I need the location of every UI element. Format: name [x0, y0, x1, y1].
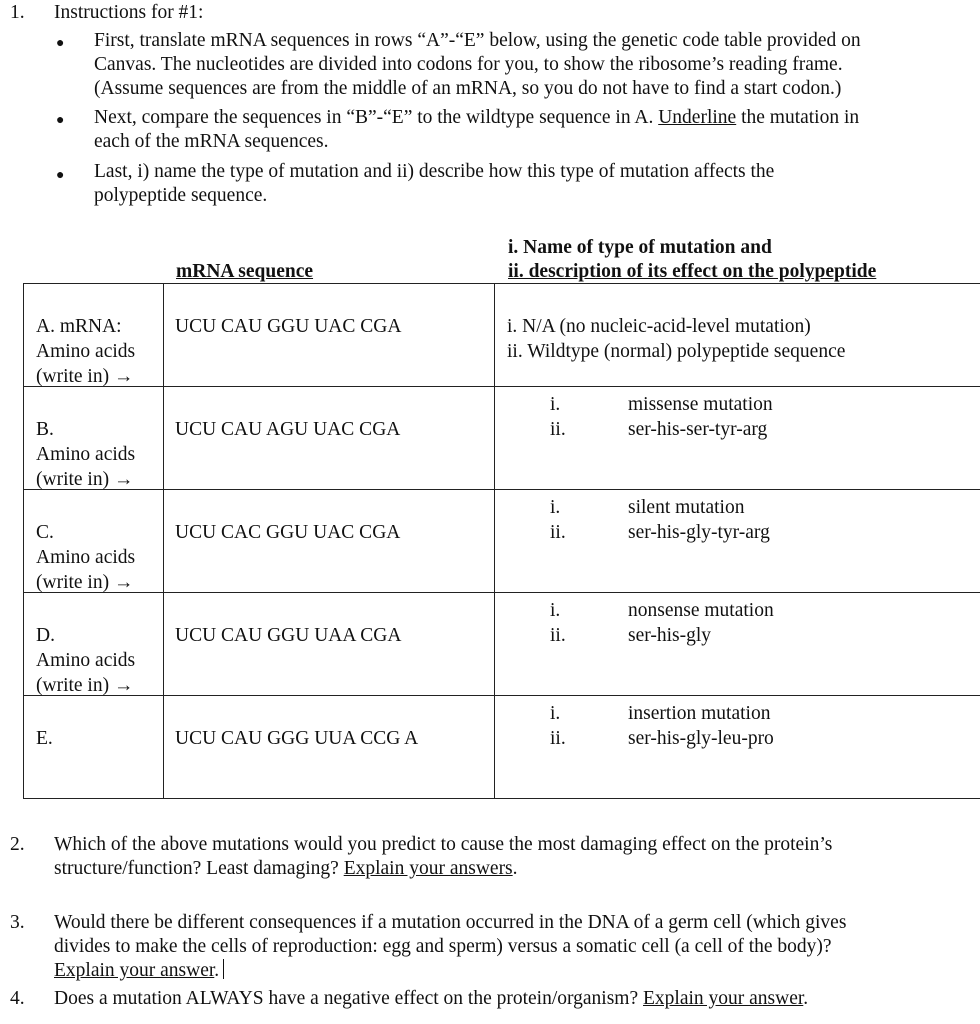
- table-row: [24, 387, 980, 490]
- mutation-name[interactable]: silent mutation: [628, 497, 745, 518]
- table-row: [24, 284, 980, 387]
- q1-number: 1.: [10, 2, 25, 23]
- q1-bullet1-line1: First, translate mRNA sequences in rows “A”-“E” below, using the genetic code table provided on: [94, 30, 861, 51]
- table-row: [24, 490, 980, 593]
- header-mutation-effect: ii. description of its effect on the polypeptide: [508, 261, 877, 282]
- mrna-sequence: UCU CAU GGG UUA CCG A: [175, 728, 419, 749]
- header-mutation-name: i. Name of type of mutation and: [508, 237, 772, 258]
- table-row: [24, 593, 980, 696]
- q3-line1: Would there be different consequences if a mutation occurred in the DNA of a germ cell (which gives: [54, 912, 847, 933]
- q1-bullet3-line2: polypeptide sequence.: [94, 185, 268, 206]
- amino-acids-label: Amino acids: [36, 341, 136, 362]
- text-cursor: [223, 959, 224, 979]
- item-i-marker: i.: [550, 600, 561, 621]
- write-in-prompt: (write in) →: [36, 469, 134, 490]
- header-mrna-sequence: mRNA sequence: [176, 261, 314, 282]
- q4-text: Does a mutation ALWAYS have a negative effect on the protein/organism? Explain your answer.: [54, 988, 809, 1009]
- amino-acids-label: Amino acids: [36, 444, 136, 465]
- row-label: D.: [36, 625, 55, 646]
- item-ii-marker: ii.: [550, 625, 566, 646]
- mutation-effect[interactable]: ser-his-gly-leu-pro: [628, 728, 774, 749]
- q1-bullet2-line2: each of the mRNA sequences.: [94, 131, 329, 152]
- mutation-name[interactable]: nonsense mutation: [628, 600, 774, 621]
- write-in-prompt: (write in) →: [36, 366, 134, 387]
- mutation-name[interactable]: insertion mutation: [628, 703, 771, 724]
- mrna-sequence: UCU CAU AGU UAC CGA: [175, 419, 401, 440]
- bullet-icon: ●: [56, 168, 65, 183]
- q1-bullet1-line3: (Assume sequences are from the middle of an mRNA, so you do not have to find a start codon.): [94, 78, 842, 99]
- q2-line2: structure/function? Least damaging? Explain your answers.: [54, 858, 518, 879]
- mutation-effect[interactable]: ii. Wildtype (normal) polypeptide sequence: [507, 341, 846, 362]
- bullet-icon: ●: [56, 113, 65, 128]
- bullet-icon: ●: [56, 36, 65, 51]
- write-in-prompt: (write in) →: [36, 675, 134, 696]
- q1-title: Instructions for #1:: [54, 2, 204, 23]
- q4-number: 4.: [10, 988, 25, 1009]
- mutation-name[interactable]: missense mutation: [628, 394, 773, 415]
- row-label: A. mRNA:: [36, 316, 122, 337]
- item-i-marker: i.: [550, 703, 561, 724]
- item-ii-marker: ii.: [550, 522, 566, 543]
- q3-line2: divides to make the cells of reproduction: egg and sperm) versus a somatic cell (a cell of the body)?: [54, 936, 832, 957]
- table-row: [24, 696, 980, 799]
- amino-acids-label: Amino acids: [36, 650, 136, 671]
- q1-bullet3-line1: Last, i) name the type of mutation and ii) describe how this type of mutation affects the: [94, 161, 775, 182]
- row-label: C.: [36, 522, 54, 543]
- q1-bullet1-line2: Canvas. The nucleotides are divided into codons for you, to show the ribosome’s reading frame.: [94, 54, 843, 75]
- mutation-table: [23, 283, 980, 799]
- item-ii-marker: ii.: [550, 419, 566, 440]
- q2-line1: Which of the above mutations would you predict to cause the most damaging effect on the protein’s: [54, 834, 833, 855]
- mrna-sequence: UCU CAU GGU UAA CGA: [175, 625, 402, 646]
- mrna-sequence: UCU CAC GGU UAC CGA: [175, 522, 401, 543]
- q3-number: 3.: [10, 912, 25, 933]
- mutation-effect[interactable]: ser-his-gly: [628, 625, 712, 646]
- row-label: E.: [36, 728, 53, 749]
- q1-bullet2-line1: Next, compare the sequences in “B”-“E” to the wildtype sequence in A. Underline the mutation in: [94, 107, 860, 128]
- write-in-prompt: (write in) →: [36, 572, 134, 593]
- item-i-marker: i.: [550, 497, 561, 518]
- mutation-name[interactable]: i. N/A (no nucleic-acid-level mutation): [507, 316, 811, 337]
- mutation-effect[interactable]: ser-his-gly-tyr-arg: [628, 522, 770, 543]
- item-ii-marker: ii.: [550, 728, 566, 749]
- item-i-marker: i.: [550, 394, 561, 415]
- q3-line3: Explain your answer.: [54, 958, 224, 983]
- amino-acids-label: Amino acids: [36, 547, 136, 568]
- row-label: B.: [36, 419, 54, 440]
- mrna-sequence: UCU CAU GGU UAC CGA: [175, 316, 402, 337]
- q2-number: 2.: [10, 834, 25, 855]
- mutation-effect[interactable]: ser-his-ser-tyr-arg: [628, 419, 768, 440]
